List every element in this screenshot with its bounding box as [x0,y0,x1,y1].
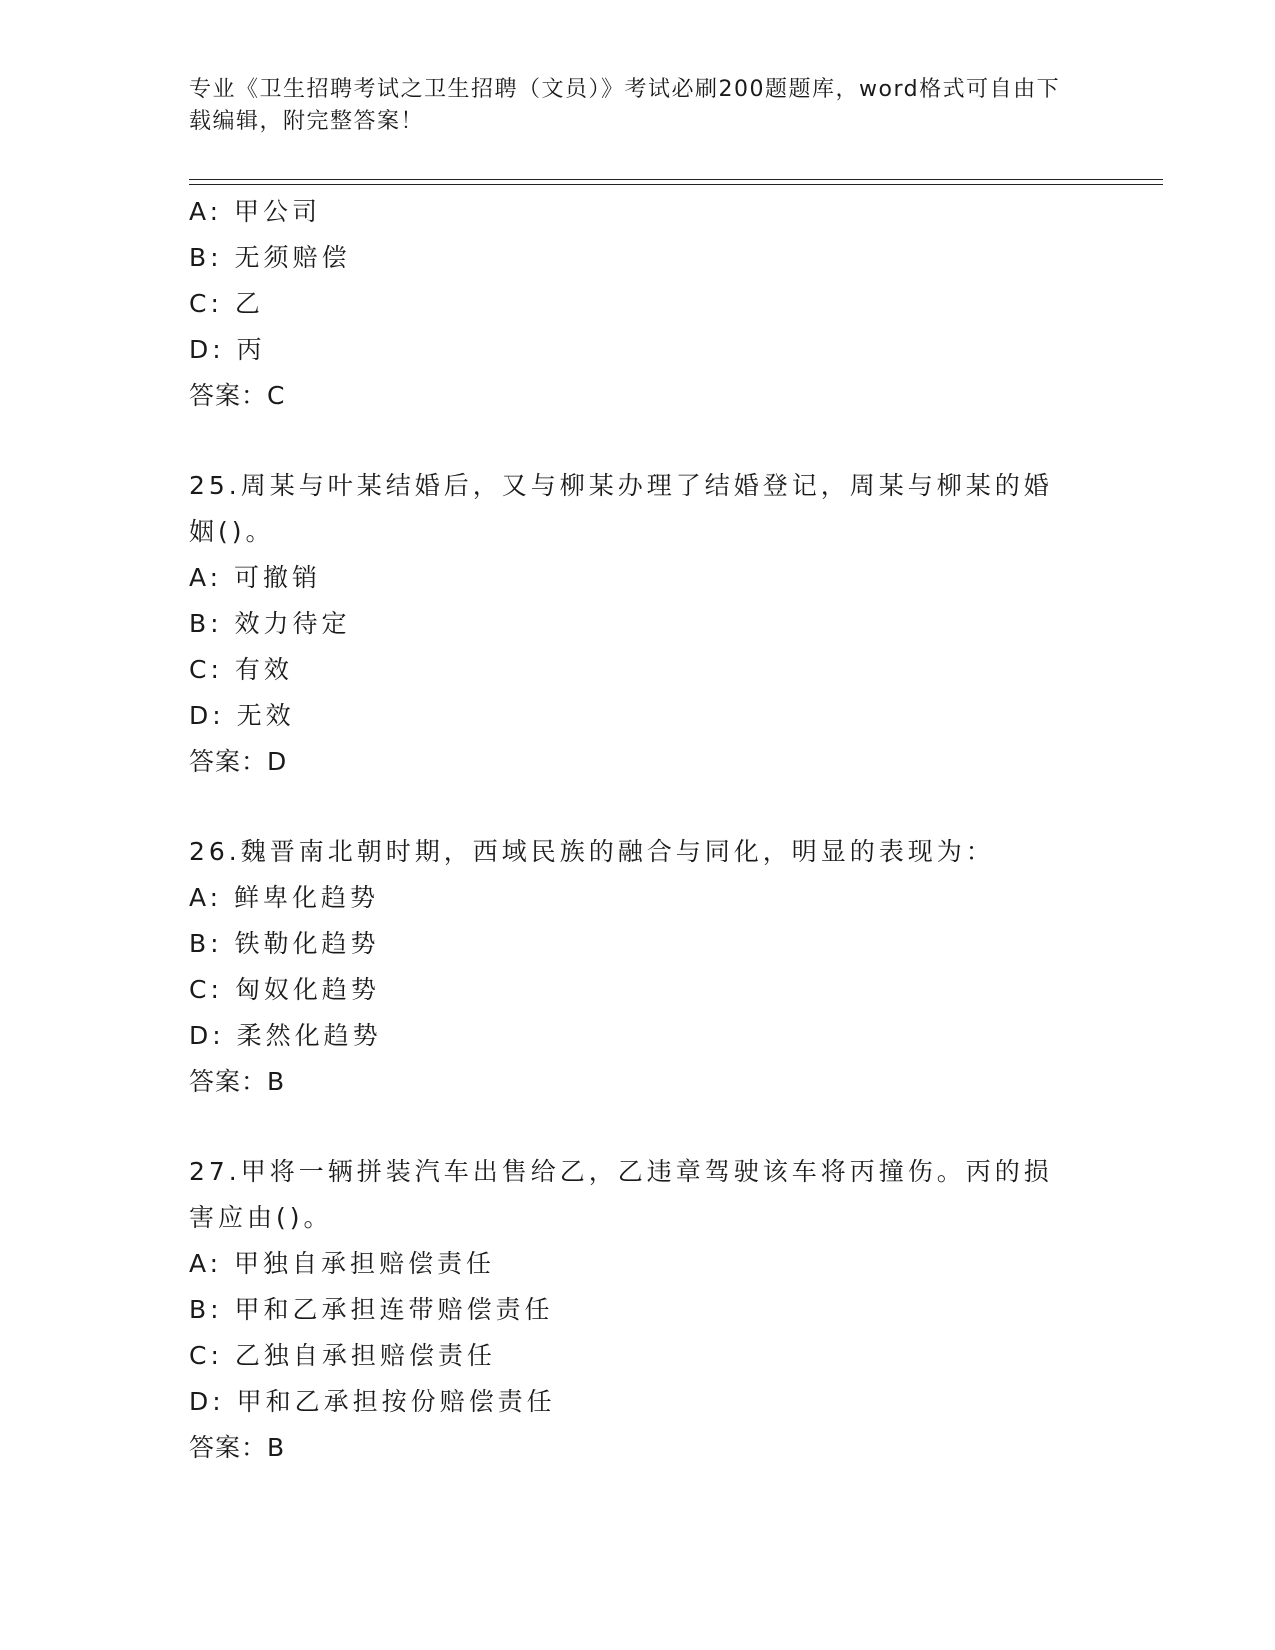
document-header: 专业《卫生招聘考试之卫生招聘（文员）》考试必刷200题题库，word格式可自由下载编辑，附完整答案！ [189,77,1061,134]
previous-question-tail [189,189,1089,419]
answer-line: 答案：D [189,747,288,776]
question-stem: 26.魏晋南北朝时期，西域民族的融合与同化，明显的表现为： [189,837,995,866]
option-a: A: 甲独自承担赔偿责任 [189,1249,496,1278]
option-b: B: 铁勒化趋势 [189,929,380,958]
answer-line: 答案：C [189,381,286,410]
question-25 [189,463,1089,785]
header-divider-top [189,179,1163,180]
option-a: A: 可撤销 [189,563,322,592]
question-27 [189,1149,1089,1471]
option-c: C: 有效 [189,655,293,684]
option-b: B: 甲和乙承担连带赔偿责任 [189,1295,554,1324]
option-c: C: 匈奴化趋势 [189,975,380,1004]
header-divider-bottom [189,184,1163,185]
question-stem: 27.甲将一辆拼装汽车出售给乙，乙违章驾驶该车将丙撞伤。丙的损害应由()。 [189,1157,1053,1232]
option-b: B: 无须赔偿 [189,243,351,272]
question-stem: 25.周某与叶某结婚后，又与柳某办理了结婚登记，周某与柳某的婚姻()。 [189,471,1053,546]
question-26 [189,829,1089,1105]
option-c: C: 乙独自承担赔偿责任 [189,1341,496,1370]
option-d: D: 无效 [189,701,295,730]
option-c: C: 乙 [189,289,264,318]
option-d: D: 柔然化趋势 [189,1021,382,1050]
answer-line: 答案：B [189,1067,286,1096]
option-a: A: 鲜卑化趋势 [189,883,380,912]
answer-line: 答案：B [189,1433,286,1462]
option-d: D: 丙 [189,335,266,364]
question-list [189,189,1089,1471]
option-d: D: 甲和乙承担按份赔偿责任 [189,1387,556,1416]
option-a: A: 甲公司 [189,197,322,226]
option-b: B: 效力待定 [189,609,351,638]
